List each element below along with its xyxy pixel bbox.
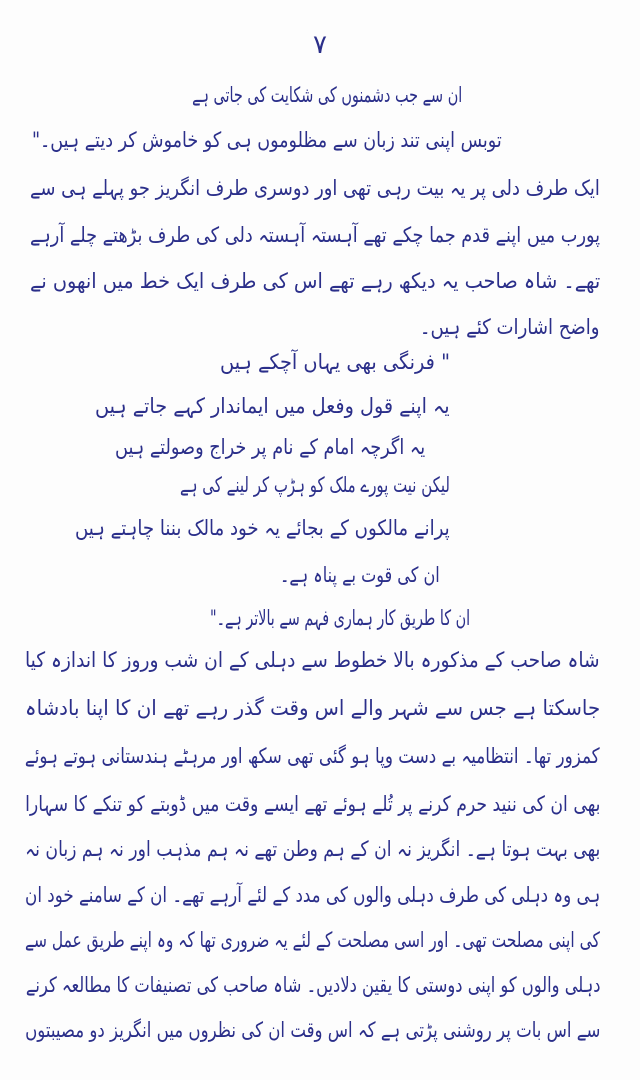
text-line: ان کا طریق کار ہماری فہم سے بالاتر ہے۔" <box>209 606 470 630</box>
text-line: ہی وہ دہلی کی طرف دہلی والوں کی مدد کے لئے آرہے تھے۔ ان کے سامنے خود ان <box>24 883 600 907</box>
text-line: لیکن نیت پورے ملک کو ہڑپ کر لینے کی ہے <box>180 473 450 497</box>
text-line: دہلی والوں کو اپنی دوستی کا یقین دلادیں۔ شاہ صاحب کی تصنیفات کا مطالعہ کرنے <box>25 973 600 997</box>
text-line: شاہ صاحب کے مذکورہ بالا خطوط سے دہلی کے ان شب وروز کا اندازہ کیا <box>25 648 600 672</box>
text-line: پورب میں اپنے قدم جما چکے تھے آہستہ آہستہ دلی کی طرف بڑھتے چلے آرہے <box>29 223 600 247</box>
text-line: تھے۔ شاہ صاحب یہ دیکھ رہے تھے اس کی طرف ایک خط میں انھوں نے <box>29 269 600 293</box>
text-line: کی اپنی مصلحت تھی۔ اور اسی مصلحت کے لئے یہ ضروری تھا کہ وہ اپنے طریق عمل سے <box>25 928 600 952</box>
text-line: سے اس بات پر روشنی پڑتی ہے کہ اس وقت ان کی نظروں میں انگریز دو مصیبتوں <box>24 1018 600 1042</box>
text-line: بھی ان کی ننید حرم کرنے پر تُلے ہوئے تھے ایسے وقت میں ڈوبتے کو تنکے کا سہارا <box>24 792 600 816</box>
text-line: یہ اگرچہ امام کے نام پر خراج وصولتے ہیں <box>114 435 425 459</box>
text-line: ایک طرف دلی پر یہ بیت رہی تھی اور دوسری طرف انگریز جو پہلے ہی سے <box>30 176 600 200</box>
text-line: جاسکتا ہے جس سے شہر والے اس وقت گذر رہے تھے ان کا اپنا بادشاہ <box>24 696 600 720</box>
text-line: کمزور تھا۔ انتظامیہ بے دست وپا ہو گئی تھی سکھ اور مرہٹے ہندستانی ہوتے ہوئے <box>25 744 600 768</box>
text-line: ان کی قوت بے پناہ ہے۔ <box>280 563 440 587</box>
text-line: " فرنگی بھی یہاں آچکے ہیں <box>220 350 450 374</box>
text-line: بھی بہت ہوتا ہے۔ انگریز نہ ان کے ہم وطن تھے نہ ہم مذہب اور نہ ہم زبان نہ <box>24 837 600 861</box>
text-line: واضح اشارات کئے ہیں۔ <box>420 315 600 339</box>
page-number: ٧ <box>313 30 327 60</box>
text-line: توبس اپنی تند زبان سے مظلوموں ہی کو خاموش کر دیتے ہیں۔" <box>32 128 502 152</box>
text-line: ان سے جب دشمنوں کی شکایت کی جاتی ہے <box>191 83 462 107</box>
text-line: یہ اپنے قول وفعل میں ایماندار کہے جاتے ہیں <box>95 394 450 418</box>
text-line: پرانے مالکوں کے بجائے یہ خود مالک بننا چاہتے ہیں <box>75 516 450 540</box>
